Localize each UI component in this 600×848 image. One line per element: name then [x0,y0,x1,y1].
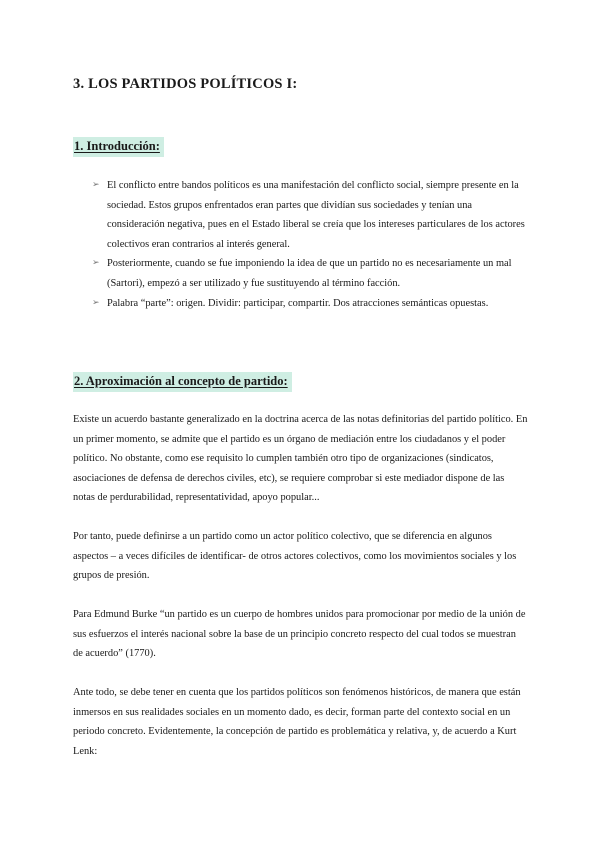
document-title: 3. LOS PARTIDOS POLÍTICOS I: [73,76,298,92]
paragraph: Para Edmund Burke “un partido es un cuerpo de hombres unidos para promocionar por medio de la unión de sus esfuerzos el interés nacional sobre la base de un principio concreto respecto del cual todos se muestran de acuerdo” (1770). [73,609,526,660]
section-heading-aproximacion: 2. Aproximación al concepto de partido: [73,372,292,392]
list-item [92,176,532,254]
section-heading-introduccion: 1. Introducción: [73,137,164,157]
list-item-text: Posteriormente, cuando se fue imponiendo la idea de que un partido no es necesariamente un mal (Sartori), empezó a ser utilizado y fue sustituyendo al término facción. [107,258,512,289]
arrow-bullet-icon: ➢ [92,297,100,308]
paragraph: Ante todo, se debe tener en cuenta que los partidos políticos son fenómenos históricos, de manera que están inmersos en sus realidades sociales en un momento dado, es decir, forman parte del contexto social en un periodo concreto. Evidentemente, la concepción de partido es problemática y relativa, y, de acuerdo a Kurt Lenk: [73,687,521,757]
bullet-list [92,176,532,313]
list-item-text: El conflicto entre bandos políticos es una manifestación del conflicto social, siempre presente en la sociedad. Estos grupos enfrentados eran partes que dividían sus sociedades y tenían una consideración negativa, pues en el Estado liberal se creía que los intereses particulares de los actores colectivos eran contrarios al interés general. [107,180,525,250]
arrow-bullet-icon: ➢ [92,180,100,190]
list-item [92,254,532,293]
paragraph: Por tanto, puede definirse a un partido como un actor político colectivo, que se diferencia en algunos aspectos – a veces difíciles de identificar- de otros actores colectivos, como los movimientos sociales y los grupos de presión. [73,531,517,582]
paragraph: Existe un acuerdo bastante generalizado en la doctrina acerca de las notas definitorias del partido político. En un primer momento, se admite que el partido es un órgano de mediación entre los ciudadanos y el poder político. No obstante, como ese requisito lo cumplen también otro tipo de organizaciones (sindicatos, asociaciones de defensa de derechos civiles, etc), se requiere comprobar si este mediador dispone de las notas de perdurabilidad, representatividad, apoyo popular... [73,414,528,504]
list-item-text: Palabra “parte”: origen. Dividir: participar, compartir. Dos atracciones semánticas opuestas. [107,297,489,309]
arrow-bullet-icon: ➢ [92,258,100,269]
list-item [92,294,532,314]
